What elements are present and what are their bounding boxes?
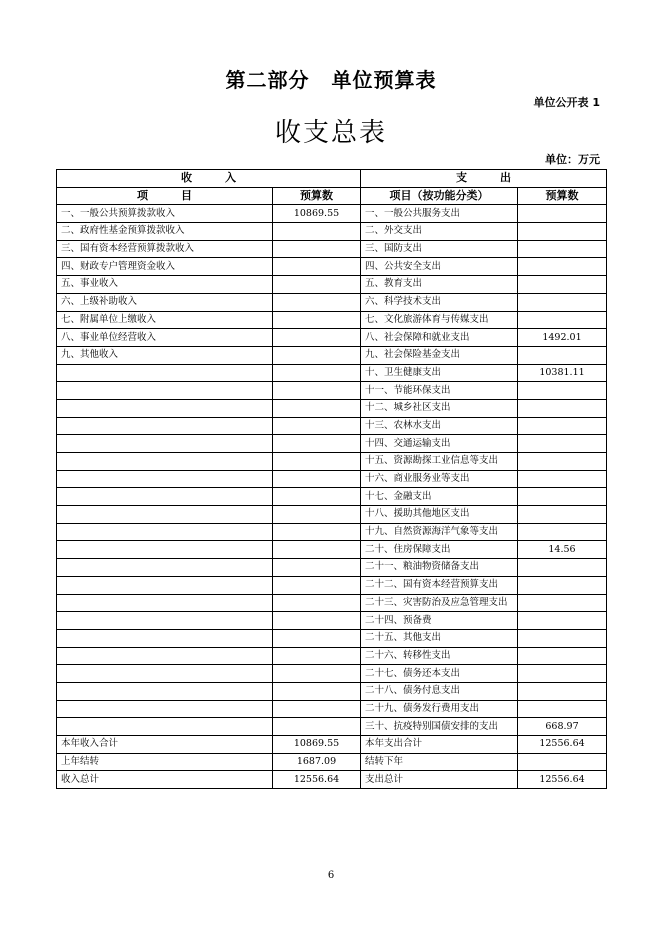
expense-budget-cell [518, 435, 607, 453]
expense-item-cell: 七、文化旅游体育与传媒支出 [361, 311, 518, 329]
income-budget-cell [273, 629, 361, 647]
expense-budget-cell [518, 223, 607, 241]
table-row [57, 382, 607, 400]
income-budget-cell [273, 311, 361, 329]
expense-budget-cell: 668.97 [518, 718, 607, 736]
income-item-cell: 九、其他收入 [57, 346, 273, 364]
table-row [57, 682, 607, 700]
income-budget-cell [273, 647, 361, 665]
expense-item-cell: 十九、自然资源海洋气象等支出 [361, 523, 518, 541]
income-budget-cell [273, 293, 361, 311]
expense-item-cell: 二十三、灾害防治及应急管理支出 [361, 594, 518, 612]
income-budget-cell [273, 559, 361, 577]
income-budget-cell [273, 506, 361, 524]
expense-budget-cell [518, 629, 607, 647]
expense-budget-cell [518, 399, 607, 417]
expense-group-header: 支 出 [361, 170, 607, 188]
expense-budget-cell [518, 523, 607, 541]
income-budget-cell [273, 700, 361, 718]
income-budget-cell [273, 223, 361, 241]
group-header-row [57, 170, 607, 188]
table-row [57, 576, 607, 594]
expense-item-cell: 十八、援助其他地区支出 [361, 506, 518, 524]
income-budget-cell [273, 576, 361, 594]
income-budget-cell [273, 346, 361, 364]
income-group-header: 收 入 [57, 170, 361, 188]
expense-item-cell: 三、国防支出 [361, 240, 518, 258]
expense-budget-cell [518, 559, 607, 577]
income-budget-cell [273, 453, 361, 471]
income-budget-cell [273, 541, 361, 559]
income-budget-cell: 1687.09 [273, 753, 361, 771]
income-item-cell [57, 700, 273, 718]
expense-item-cell: 二十九、债务发行费用支出 [361, 700, 518, 718]
form-number: 单位公开表 1 [533, 96, 600, 109]
income-budget-cell [273, 276, 361, 294]
income-item-cell: 上年结转 [57, 753, 273, 771]
income-budget-cell [273, 382, 361, 400]
expense-budget-cell: 10381.11 [518, 364, 607, 382]
income-budget-cell [273, 523, 361, 541]
table-row [57, 753, 607, 771]
expense-budget-cell [518, 753, 607, 771]
expense-item-cell: 十二、城乡社区支出 [361, 399, 518, 417]
expense-item-cell: 二十七、债务还本支出 [361, 665, 518, 683]
expense-budget-cell: 1492.01 [518, 329, 607, 347]
income-budget-cell [273, 417, 361, 435]
table-row [57, 311, 607, 329]
table-row [57, 364, 607, 382]
income-item-header: 项 目 [57, 187, 273, 205]
table-row [57, 417, 607, 435]
income-item-cell [57, 718, 273, 736]
income-item-cell [57, 470, 273, 488]
table-row [57, 506, 607, 524]
column-header-row [57, 187, 607, 205]
income-item-cell [57, 435, 273, 453]
expense-item-cell: 六、科学技术支出 [361, 293, 518, 311]
table-row [57, 647, 607, 665]
expense-item-cell: 十五、资源勘探工业信息等支出 [361, 453, 518, 471]
page-number: 6 [327, 870, 335, 881]
expense-budget-cell [518, 417, 607, 435]
income-item-cell: 收入总计 [57, 771, 273, 789]
income-item-cell [57, 364, 273, 382]
expense-item-cell: 二十、住房保障支出 [361, 541, 518, 559]
table-row [57, 205, 607, 223]
expense-budget-cell [518, 346, 607, 364]
expense-budget-cell [518, 594, 607, 612]
income-item-cell [57, 523, 273, 541]
expense-budget-header: 预算数 [518, 187, 607, 205]
unit-label: 单位：万元 [545, 153, 600, 166]
table-row [57, 276, 607, 294]
expense-item-cell: 十、卫生健康支出 [361, 364, 518, 382]
income-item-cell: 一、一般公共预算拨款收入 [57, 205, 273, 223]
table-row [57, 399, 607, 417]
income-item-cell [57, 417, 273, 435]
table-row [57, 258, 607, 276]
income-budget-cell [273, 258, 361, 276]
income-budget-cell [273, 718, 361, 736]
table-row [57, 223, 607, 241]
expense-budget-cell: 12556.64 [518, 736, 607, 754]
income-item-cell [57, 488, 273, 506]
table-row [57, 293, 607, 311]
income-item-cell [57, 382, 273, 400]
income-item-cell [57, 629, 273, 647]
table-row [57, 736, 607, 754]
income-budget-cell [273, 364, 361, 382]
income-budget-cell: 12556.64 [273, 771, 361, 789]
expense-budget-cell [518, 612, 607, 630]
income-item-cell [57, 576, 273, 594]
expense-item-cell: 十一、节能环保支出 [361, 382, 518, 400]
income-item-cell: 八、事业单位经营收入 [57, 329, 273, 347]
expense-item-cell: 支出总计 [361, 771, 518, 789]
expense-budget-cell [518, 647, 607, 665]
table-row [57, 329, 607, 347]
income-item-cell [57, 399, 273, 417]
expense-item-cell: 一、一般公共服务支出 [361, 205, 518, 223]
expense-budget-cell [518, 488, 607, 506]
table-row [57, 346, 607, 364]
income-item-cell [57, 665, 273, 683]
income-item-cell [57, 594, 273, 612]
expense-item-cell: 十六、商业服务业等支出 [361, 470, 518, 488]
expense-budget-cell [518, 382, 607, 400]
expense-item-cell: 结转下年 [361, 753, 518, 771]
expense-budget-cell [518, 293, 607, 311]
income-budget-cell [273, 612, 361, 630]
expense-item-cell: 八、社会保障和就业支出 [361, 329, 518, 347]
income-item-cell [57, 682, 273, 700]
expense-budget-cell [518, 470, 607, 488]
income-item-cell: 七、附属单位上缴收入 [57, 311, 273, 329]
expense-budget-cell [518, 240, 607, 258]
expense-item-cell: 二十八、债务付息支出 [361, 682, 518, 700]
expense-item-cell: 二、外交支出 [361, 223, 518, 241]
expense-budget-cell [518, 682, 607, 700]
income-budget-cell [273, 470, 361, 488]
income-budget-cell [273, 399, 361, 417]
table-row [57, 665, 607, 683]
income-budget-cell: 10869.55 [273, 736, 361, 754]
table-row [57, 629, 607, 647]
expense-item-cell: 五、教育支出 [361, 276, 518, 294]
income-item-cell: 六、上级补助收入 [57, 293, 273, 311]
expense-item-cell: 二十二、国有资本经营预算支出 [361, 576, 518, 594]
income-budget-cell [273, 488, 361, 506]
expense-item-cell: 二十五、其他支出 [361, 629, 518, 647]
income-item-cell [57, 647, 273, 665]
expense-budget-cell: 14.56 [518, 541, 607, 559]
table-row [57, 541, 607, 559]
expense-item-cell: 二十一、粮油物资储备支出 [361, 559, 518, 577]
income-budget-cell: 10869.55 [273, 205, 361, 223]
expense-item-cell: 二十六、转移性支出 [361, 647, 518, 665]
expense-budget-cell [518, 665, 607, 683]
expense-item-cell: 本年支出合计 [361, 736, 518, 754]
expense-item-cell: 十七、金融支出 [361, 488, 518, 506]
income-item-cell [57, 559, 273, 577]
income-item-cell: 二、政府性基金预算拨款收入 [57, 223, 273, 241]
table-row [57, 240, 607, 258]
part-name: 单位预算表 [331, 68, 437, 92]
table-row [57, 453, 607, 471]
income-budget-cell [273, 240, 361, 258]
table-row [57, 559, 607, 577]
part-label: 第二部分 [225, 68, 310, 92]
expense-budget-cell [518, 576, 607, 594]
income-budget-cell [273, 329, 361, 347]
table-row [57, 488, 607, 506]
table-row [57, 594, 607, 612]
expense-item-cell: 二十四、预备费 [361, 612, 518, 630]
table-row [57, 435, 607, 453]
income-item-cell [57, 612, 273, 630]
expense-budget-cell [518, 205, 607, 223]
table-title: 收支总表 [274, 118, 387, 148]
expense-item-cell: 四、公共安全支出 [361, 258, 518, 276]
expense-budget-cell [518, 453, 607, 471]
income-budget-cell [273, 665, 361, 683]
table-row [57, 523, 607, 541]
table-body [57, 170, 607, 789]
income-item-cell: 五、事业收入 [57, 276, 273, 294]
part-title [0, 64, 662, 93]
expense-item-cell: 十四、交通运输支出 [361, 435, 518, 453]
income-item-cell [57, 541, 273, 559]
table-row [57, 470, 607, 488]
income-budget-cell [273, 435, 361, 453]
expense-budget-cell [518, 506, 607, 524]
income-budget-cell [273, 594, 361, 612]
expense-item-cell: 十三、农林水支出 [361, 417, 518, 435]
expense-item-cell: 九、社会保险基金支出 [361, 346, 518, 364]
expense-budget-cell [518, 276, 607, 294]
expense-item-header: 项目（按功能分类） [361, 187, 518, 205]
income-budget-header: 预算数 [273, 187, 361, 205]
expense-budget-cell [518, 311, 607, 329]
table-row [57, 612, 607, 630]
income-item-cell: 本年收入合计 [57, 736, 273, 754]
table-row [57, 771, 607, 789]
income-item-cell [57, 453, 273, 471]
table-row [57, 700, 607, 718]
expense-budget-cell [518, 700, 607, 718]
income-expense-table [56, 169, 607, 789]
expense-budget-cell: 12556.64 [518, 771, 607, 789]
income-budget-cell [273, 682, 361, 700]
income-item-cell: 四、财政专户管理资金收入 [57, 258, 273, 276]
expense-budget-cell [518, 258, 607, 276]
expense-item-cell: 三十、抗疫特别国债安排的支出 [361, 718, 518, 736]
table-row [57, 718, 607, 736]
income-item-cell: 三、国有资本经营预算拨款收入 [57, 240, 273, 258]
income-item-cell [57, 506, 273, 524]
